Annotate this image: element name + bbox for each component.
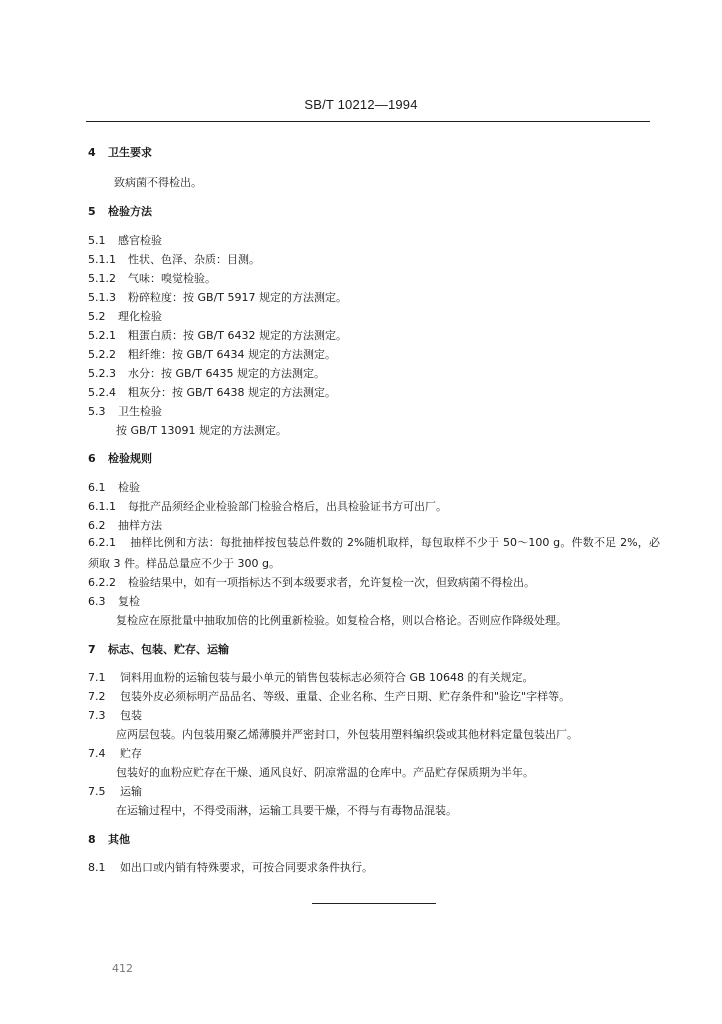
page-number: 412 [112,962,133,975]
section-title: 检验规则 [108,452,152,465]
clause-number: 6.2.2 [88,576,116,589]
section-4-body: 致病菌不得检出。 [114,176,202,189]
section-title: 检验方法 [108,205,152,218]
clause-text: 运输 [120,785,142,798]
clause-number: 5.2.2 [88,348,116,361]
clause-text: 如出口或内销有特殊要求，可按合同要求条件执行。 [120,861,373,874]
clause-text: 检验结果中，如有一项指标达不到本级要求者，允许复检一次，但致病菌不得检出。 [128,576,535,589]
clause-6-2-1 [88,532,660,574]
section-title: 卫生要求 [108,146,152,159]
clause-text: 粗灰分：按 GB/T 6438 规定的方法测定。 [128,386,336,399]
clause-text: 感官检验 [118,234,162,247]
clause-text: 粗蛋白质：按 GB/T 6432 规定的方法测定。 [128,329,347,342]
clause-number: 5.1.3 [88,291,116,304]
section-number: 5 [88,205,96,218]
clause-text: 包装 [120,709,142,722]
clause-5-3-body: 按 GB/T 13091 规定的方法测定。 [116,424,287,437]
section-number: 8 [88,833,96,846]
clause-number: 6.2 [88,519,106,532]
clause-number: 5.2.1 [88,329,116,342]
clause-text: 抽样比例和方法：每批抽样按包装总件数的 2%随机取样，每包取样不少于 50～100 g。件数不足 2%，必须取 3 件。样品总量应不少于 300 g。 [88,536,660,570]
section-number: 4 [88,146,96,159]
clause-number: 5.1 [88,234,106,247]
clause-text: 抽样方法 [118,519,162,532]
clause-text: 贮存 [120,747,142,760]
clause-text: 气味：嗅觉检验。 [128,272,216,285]
clause-number: 6.2.1 [88,536,116,549]
clause-text: 理化检验 [118,310,162,323]
clause-7-4-body: 包装好的血粉应贮存在干燥、通风良好、阴凉常温的仓库中。产品贮存保质期为半年。 [116,766,534,779]
clause-number: 5.3 [88,405,106,418]
clause-text: 包装外皮必须标明产品品名、等级、重量、企业名称、生产日期、贮存条件和"验讫"字样等。 [120,690,571,703]
section-number: 6 [88,452,96,465]
section-title: 标志、包装、贮存、运输 [108,643,229,656]
section-title: 其他 [108,833,130,846]
clause-number: 5.2.3 [88,367,116,380]
clause-text: 粉碎粒度：按 GB/T 5917 规定的方法测定。 [128,291,347,304]
clause-text: 性状、色泽、杂质：目测。 [128,253,260,266]
clause-text: 卫生检验 [118,405,162,418]
clause-number: 6.3 [88,595,106,608]
clause-number: 6.1.1 [88,500,116,513]
clause-text: 水分：按 GB/T 6435 规定的方法测定。 [128,367,325,380]
clause-number: 5.2.4 [88,386,116,399]
section-number: 7 [88,643,96,656]
clause-number: 7.2 [88,690,106,703]
clause-number: 7.4 [88,747,106,760]
clause-number: 7.1 [88,671,106,684]
clause-number: 7.5 [88,785,106,798]
clause-text: 复检 [118,595,140,608]
clause-number: 5.1.2 [88,272,116,285]
clause-text: 每批产品须经企业检验部门检验合格后，出具检验证书方可出厂。 [128,500,447,513]
clause-number: 5.1.1 [88,253,116,266]
clause-number: 5.2 [88,310,106,323]
clause-number: 6.1 [88,481,106,494]
clause-6-3-body: 复检应在原批量中抽取加倍的比例重新检验。如复检合格，则以合格论。否则应作降级处理。 [116,614,567,627]
clause-text: 检验 [118,481,140,494]
end-rule [312,903,436,904]
clause-7-5-body: 在运输过程中，不得受雨淋，运输工具要干燥，不得与有毒物品混装。 [116,804,457,817]
clause-number: 7.3 [88,709,106,722]
clause-number: 8.1 [88,861,106,874]
document-header: SB/T 10212—1994 [304,97,418,112]
clause-7-3-body: 应两层包装。内包装用聚乙烯薄膜并严密封口，外包装用塑料编织袋或其他材料定量包装出厂。 [116,728,578,741]
clause-text: 粗纤维：按 GB/T 6434 规定的方法测定。 [128,348,336,361]
header-rule [86,121,650,122]
clause-text: 饲料用血粉的运输包装与最小单元的销售包装标志必须符合 GB 10648 的有关规定。 [120,671,534,684]
